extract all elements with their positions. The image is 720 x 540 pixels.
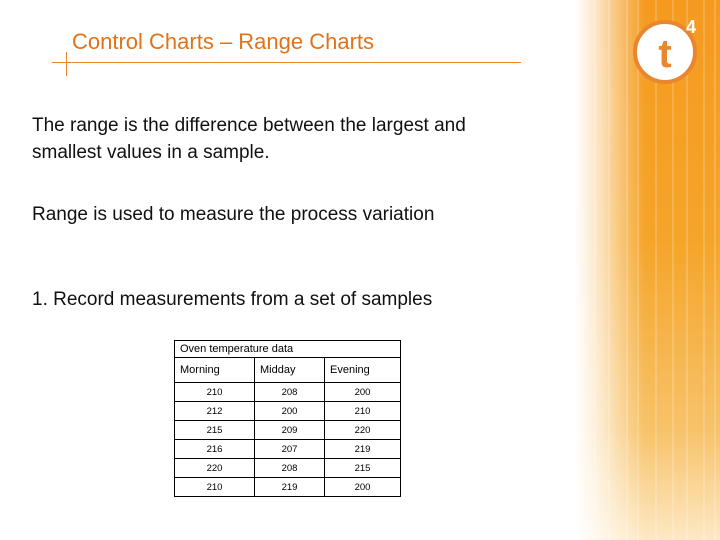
cell-midday: 219 (255, 478, 325, 497)
table-row (175, 478, 401, 497)
cell-morning: 210 (175, 478, 255, 497)
cell-midday: 208 (255, 459, 325, 478)
title-underline (55, 62, 521, 63)
header-evening: Evening (325, 358, 401, 383)
cell-evening: 200 (325, 478, 401, 497)
step-one-text: 1. Record measurements from a set of samples (32, 289, 433, 310)
range-definition-text (32, 112, 466, 166)
table-row (175, 421, 401, 440)
paragraph-line: The range is the difference between the largest and (32, 115, 466, 136)
header-midday: Midday (255, 358, 325, 383)
table-row (175, 440, 401, 459)
cell-morning: 210 (175, 383, 255, 402)
svg-text:t: t (658, 32, 672, 76)
oven-temperature-table (174, 340, 401, 497)
cell-evening: 219 (325, 440, 401, 459)
table-row (175, 402, 401, 421)
paragraph-line: smallest values in a sample. (32, 142, 270, 163)
cell-morning: 212 (175, 402, 255, 421)
cell-evening: 200 (325, 383, 401, 402)
table-row (175, 383, 401, 402)
header-morning: Morning (175, 358, 255, 383)
range-purpose-text: Range is used to measure the process variation (32, 204, 435, 225)
svg-text:4: 4 (685, 17, 697, 37)
table-row (175, 459, 401, 478)
cell-morning: 220 (175, 459, 255, 478)
cell-evening: 210 (325, 402, 401, 421)
cell-midday: 209 (255, 421, 325, 440)
cell-evening: 220 (325, 421, 401, 440)
cell-midday: 208 (255, 383, 325, 402)
cell-morning: 216 (175, 440, 255, 459)
title-crosshair-horizontal (52, 62, 80, 63)
title-crosshair-vertical (66, 52, 67, 76)
table-caption: Oven temperature data (175, 341, 401, 358)
cell-midday: 200 (255, 402, 325, 421)
slide-title: Control Charts – Range Charts (72, 29, 375, 54)
cell-midday: 207 (255, 440, 325, 459)
t4-logo-icon (627, 8, 711, 92)
cell-morning: 215 (175, 421, 255, 440)
table-header-row (175, 358, 401, 383)
cell-evening: 215 (325, 459, 401, 478)
